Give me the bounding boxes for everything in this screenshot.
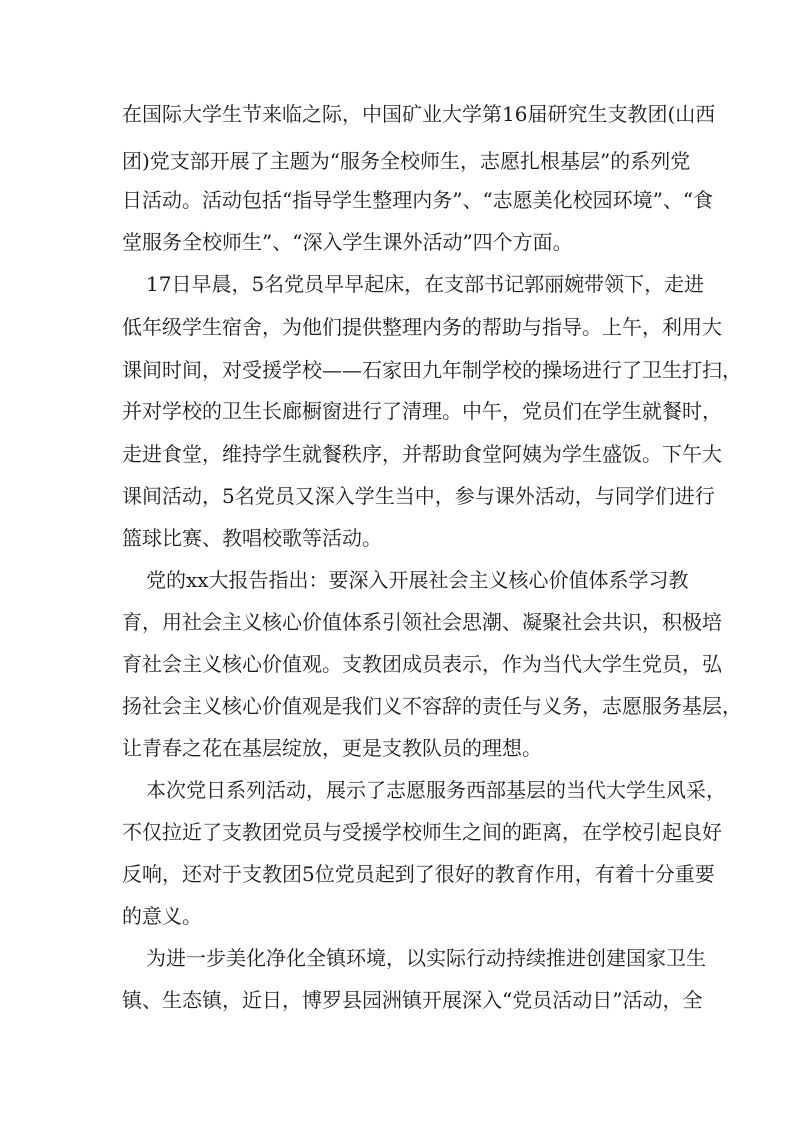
paragraph-3-line-3: 育社会主义核心价值观。支教团成员表示，作为当代大学生党员，弘	[122, 652, 722, 676]
paragraph-2-line-4: 并对学校的卫生长廊橱窗进行了清理。中午，党员们在学生就餐时，	[122, 399, 722, 423]
paragraph-5-line-1: 为进一步美化净化全镇环境，以实际行动持续推进创建国家卫生	[146, 946, 706, 970]
paragraph-5-line-2: 镇、生态镇，近日，博罗县园洲镇开展深入“党员活动日”活动，全	[122, 988, 703, 1012]
paragraph-4-line-1: 本次党日系列活动，展示了志愿服务西部基层的当代大学生风采，	[146, 778, 726, 802]
paragraph-2-line-7: 篮球比赛、教唱校歌等活动。	[122, 526, 382, 550]
paragraph-1-line-4: 堂服务全校师生”、“深入学生课外活动”四个方面。	[122, 230, 573, 254]
paragraph-4-line-3: 反响，还对于支教团5位党员起到了很好的教育作用，有着十分重要	[122, 862, 715, 886]
paragraph-1-line-2: 团)党支部开展了主题为“服务全校师生，志愿扎根基层”的系列党	[122, 149, 691, 173]
paragraph-2-line-5: 走进食堂，维持学生就餐秩序，并帮助食堂阿姨为学生盛饭。下午大	[122, 442, 722, 466]
paragraph-3-line-1: 党的xx大报告指出：要深入开展社会主义核心价值体系学习教	[146, 568, 689, 592]
paragraph-3-line-2: 育，用社会主义核心价值体系引领社会思潮、凝聚社会共识，积极培	[122, 610, 722, 634]
paragraph-3-line-5: 让青春之花在基层绽放，更是支教队员的理想。	[122, 736, 542, 760]
paragraph-4-line-4: 的意义。	[122, 904, 202, 928]
paragraph-4-line-2: 不仅拉近了支教团党员与受援学校师生之间的距离，在学校引起良好	[122, 820, 722, 844]
paragraph-3-line-4: 扬社会主义核心价值观是我们义不容辞的责任与义务，志愿服务基层，	[122, 694, 742, 718]
paragraph-2-line-1: 17日早晨，5名党员早早起床，在支部书记郭丽婉带领下，走进	[146, 272, 705, 296]
paragraph-1-line-1: 在国际大学生节来临之际，中国矿业大学第16届研究生支教团(山西	[122, 102, 716, 126]
paragraph-2-line-3: 课间时间，对受援学校——石家田九年制学校的操场进行了卫生打扫，	[122, 358, 742, 382]
paragraph-2-line-2: 低年级学生宿舍，为他们提供整理内务的帮助与指导。上午，利用大	[122, 315, 722, 339]
paragraph-2-line-6: 课间活动，5名党员又深入学生当中，参与课外活动，与同学们进行	[122, 484, 715, 508]
paragraph-1-line-3: 日活动。活动包括“指导学生整理内务”、“志愿美化校园环境”、“食	[122, 188, 714, 212]
